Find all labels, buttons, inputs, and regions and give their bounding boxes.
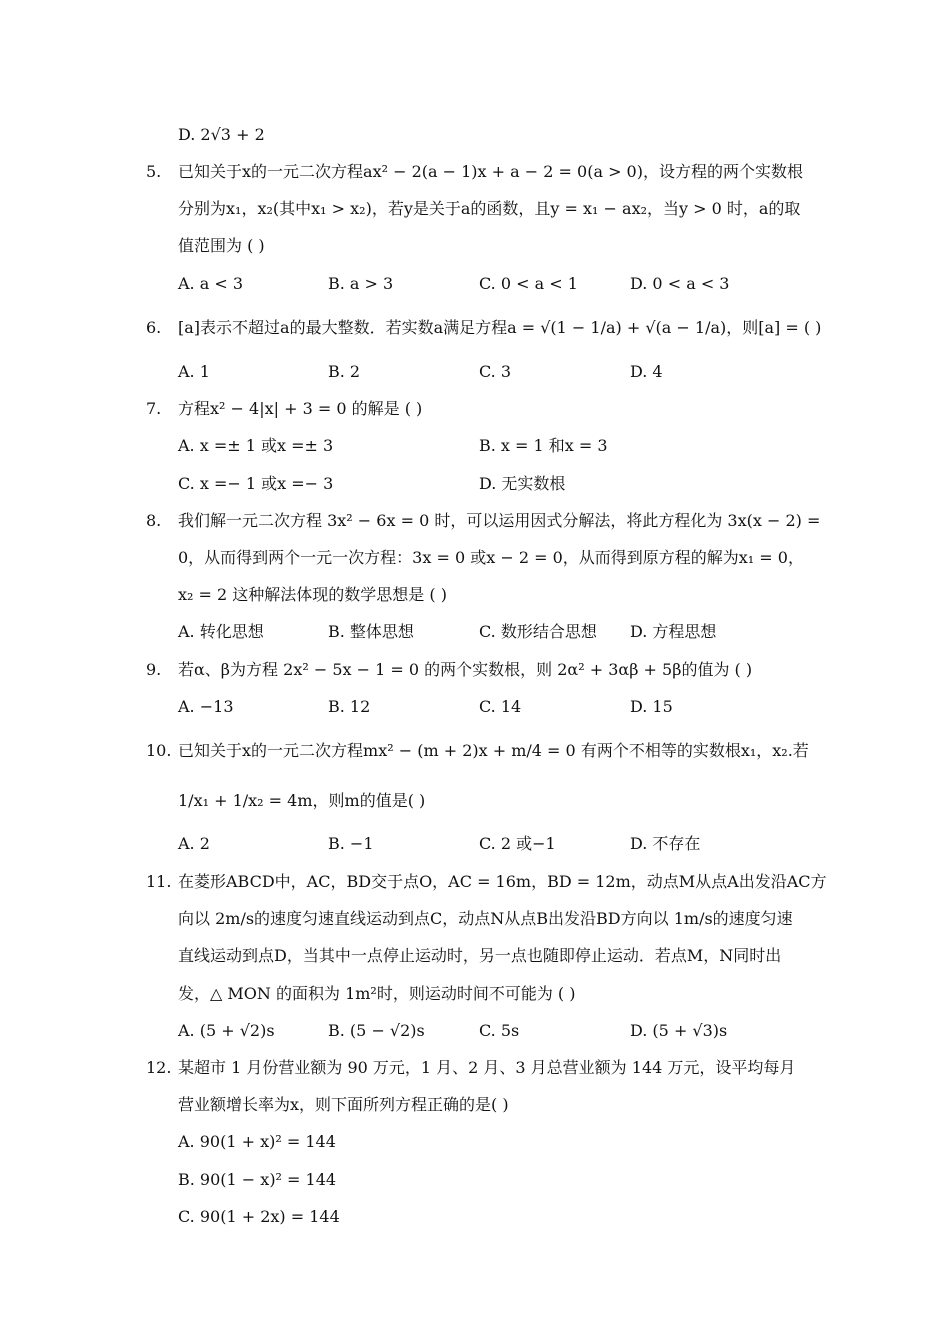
q5-option-b: B. a > 3 — [328, 274, 394, 293]
q12-option-c: C. 90(1 + 2x) = 144 — [178, 1207, 340, 1226]
q12-option-b: B. 90(1 − x)² = 144 — [178, 1170, 337, 1189]
q12-option-a: A. 90(1 + x)² = 144 — [178, 1132, 336, 1151]
q10-number: 10. — [146, 741, 172, 760]
q8-stem-line-1: 我们解一元二次方程 3x² − 6x = 0 时，可以运用因式分解法，将此方程化为 3x(x − 2) = — [178, 511, 821, 530]
q8-option-d: D. 方程思想 — [630, 622, 717, 641]
q6-option-c: C. 3 — [479, 362, 512, 381]
q5-stem-line-2: 分别为x₁，x₂(其中x₁ > x₂)，若y是关于a的函数，且y = x₁ − ax₂，当y > 0 时，a的取 — [178, 199, 801, 218]
q8-stem-line-3: x₂ = 2 这种解法体现的数学思想是 ( ) — [178, 585, 447, 604]
q6-option-d: D. 4 — [630, 362, 663, 381]
q9-option-c: C. 14 — [479, 697, 522, 716]
q11-stem-line-2: 向以 2m/s的速度匀速直线运动到点C，动点N从点B出发沿BD方向以 1m/s的速度匀速 — [178, 909, 793, 928]
q9-option-a: A. −13 — [178, 697, 234, 716]
q10-stem-line-1: 已知关于x的一元二次方程mx² − (m + 2)x + m/4 = 0 有两个不相等的实数根x₁，x₂.若 — [178, 741, 809, 760]
q5-stem-line-3: 值范围为 ( ) — [178, 236, 265, 255]
q8-number: 8. — [146, 511, 162, 530]
q5-number: 5. — [146, 162, 162, 181]
q9-option-b: B. 12 — [328, 697, 371, 716]
q10-stem-line-2: 1/x₁ + 1/x₂ = 4m，则m的值是( ) — [178, 791, 426, 810]
q6-number: 6. — [146, 318, 162, 337]
q7-option-d: D. 无实数根 — [479, 474, 566, 493]
q11-option-a: A. (5 + √2)s — [178, 1021, 275, 1040]
q11-option-b: B. (5 − √2)s — [328, 1021, 425, 1040]
q11-stem-line-4: 发，△ MON 的面积为 1m²时，则运动时间不可能为 ( ) — [178, 984, 576, 1003]
q10-option-a: A. 2 — [178, 834, 210, 853]
q12-number: 12. — [146, 1058, 172, 1077]
q10-option-b: B. −1 — [328, 834, 374, 853]
q9-stem-line-1: 若α、β为方程 2x² − 5x − 1 = 0 的两个实数根，则 2α² + 3αβ + 5β的值为 ( ) — [178, 660, 753, 679]
q11-stem-line-3: 直线运动到点D，当其中一点停止运动时，另一点也随即停止运动．若点M，N同时出 — [178, 946, 782, 965]
q7-option-c: C. x =− 1 或x =− 3 — [178, 474, 334, 493]
q9-number: 9. — [146, 660, 162, 679]
q8-stem-line-2: 0，从而得到两个一元一次方程：3x = 0 或x − 2 = 0，从而得到原方程的解为x₁ = 0， — [178, 548, 804, 567]
q12-stem-line-2: 营业额增长率为x，则下面所列方程正确的是( ) — [178, 1095, 509, 1114]
q11-option-d: D. (5 + √3)s — [630, 1021, 728, 1040]
q8-option-b: B. 整体思想 — [328, 622, 414, 641]
q5-stem-line-1: 已知关于x的一元二次方程ax² − 2(a − 1)x + a − 2 = 0(a > 0)，设方程的两个实数根 — [178, 162, 803, 181]
q8-option-c: C. 数形结合思想 — [479, 622, 597, 641]
q10-option-c: C. 2 或−1 — [479, 834, 556, 853]
q5-option-d: D. 0 < a < 3 — [630, 274, 730, 293]
q6-option-b: B. 2 — [328, 362, 361, 381]
q7-number: 7. — [146, 399, 162, 418]
q7-option-b: B. x = 1 和x = 3 — [479, 436, 608, 455]
q11-option-c: C. 5s — [479, 1021, 520, 1040]
q4-option-d: D. 2√3 + 2 — [178, 125, 265, 144]
q7-option-a: A. x =± 1 或x =± 3 — [178, 436, 334, 455]
q12-stem-line-1: 某超市 1 月份营业额为 90 万元，1 月、2 月、3 月总营业额为 144 万元，设平均每月 — [178, 1058, 796, 1077]
q9-option-d: D. 15 — [630, 697, 673, 716]
q6-option-a: A. 1 — [178, 362, 210, 381]
q10-option-d: D. 不存在 — [630, 834, 701, 853]
q5-option-c: C. 0 < a < 1 — [479, 274, 578, 293]
q8-option-a: A. 转化思想 — [178, 622, 264, 641]
q5-option-a: A. a < 3 — [178, 274, 244, 293]
q11-number: 11. — [146, 872, 172, 891]
q7-stem-line-1: 方程x² − 4|x| + 3 = 0 的解是 ( ) — [178, 399, 423, 418]
q11-stem-line-1: 在菱形ABCD中，AC，BD交于点O，AC = 16m，BD = 12m，动点M从点A出发沿AC方 — [178, 872, 827, 891]
q6-stem-line-1: [a]表示不超过a的最大整数．若实数a满足方程a = √(1 − 1/a) + √(a − 1/a)，则[a] = ( ) — [178, 318, 822, 337]
